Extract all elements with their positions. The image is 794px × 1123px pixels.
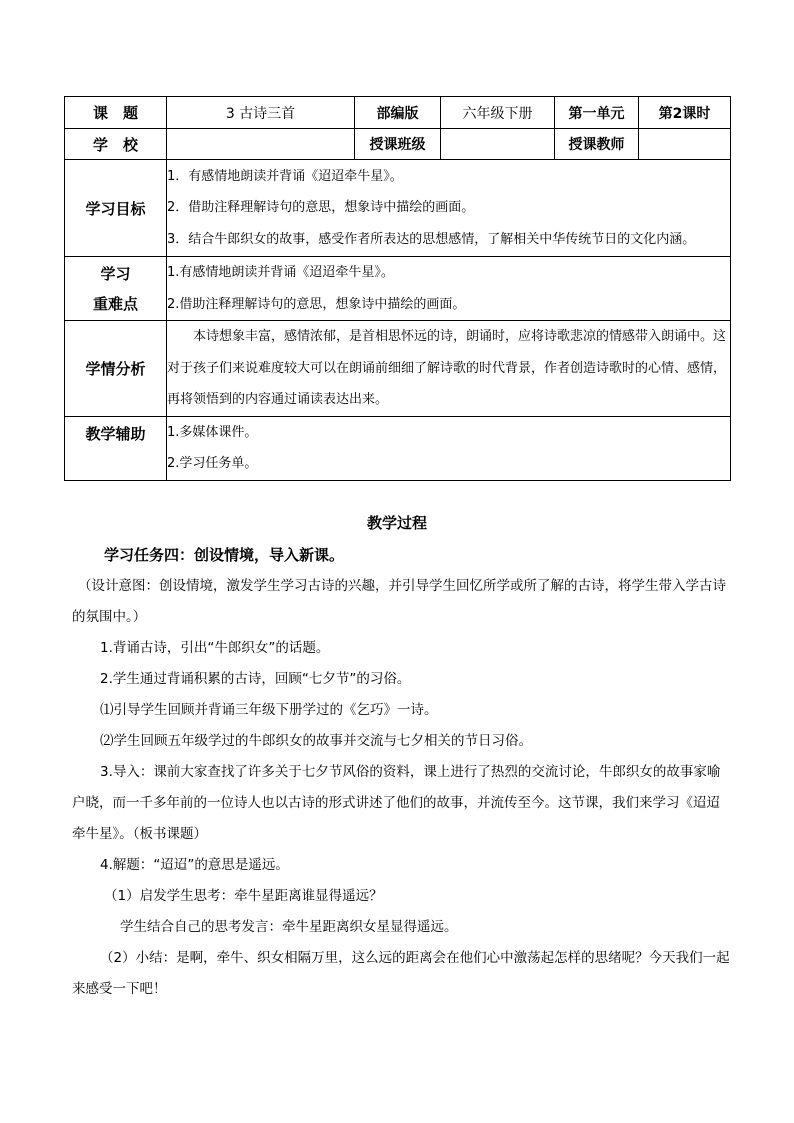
- key-points-label-line1: 学习: [100, 264, 131, 283]
- step-4: 4.解题：“迢迢”的意思是遥远。: [100, 857, 289, 873]
- objective-item: 2．借助注释理解诗句的意思，想象诗中描绘的画面。: [167, 200, 475, 216]
- key-point-item: 1.有感情地朗读并背诵《迢迢牵牛星》。: [167, 265, 394, 280]
- course-label: 课 题: [65, 97, 167, 129]
- unit: 第一单元: [555, 97, 639, 129]
- edition: 部编版: [355, 97, 441, 129]
- key-point-item: 2.借助注释理解诗句的意思，想象诗中描绘的画面。: [167, 296, 466, 312]
- course-title: 3 古诗三首: [167, 97, 355, 129]
- objectives-label: 学习目标: [65, 160, 167, 257]
- design-intent: （设计意图：创设情境，激发学生学习古诗的兴趣，并引导学生回忆所学或所了解的古诗，将学生带入学古诗的氛围中。）: [72, 578, 726, 625]
- step-1: 1.背诵古诗，引出“牛郎织女”的话题。: [100, 640, 330, 656]
- step-4-1-answer: 学生结合自己的思考发言：牵牛星距离织女星显得遥远。: [120, 919, 458, 935]
- analysis-label: 学情分析: [65, 321, 167, 417]
- aid-item: 2.学习任务单。: [167, 456, 258, 471]
- step-4-2: （2）小结：是啊，牵牛、织女相隔万里，这么远的距离会在他们心中激荡起怎样的思绪呢？今天我们一起来感受一下吧！: [72, 950, 730, 997]
- step-2: 2.学生通过背诵积累的古诗，回顾“七夕节”的习俗。: [100, 671, 411, 687]
- step-2-1: ⑴引导学生回顾并背诵三年级下册学过的《乞巧》一诗。: [100, 702, 438, 718]
- objectives-row: [65, 160, 731, 257]
- step-4-1: （1）启发学生思考：牵牛星距离谁显得遥远？: [104, 888, 383, 904]
- analysis-content: [167, 321, 731, 417]
- grade: 六年级下册: [441, 97, 555, 129]
- aids-row: [65, 416, 731, 480]
- key-points-label-line2: 重难点: [92, 294, 138, 313]
- aids-label: 教学辅助: [65, 416, 167, 480]
- aids-content: [167, 416, 731, 480]
- class-label: 授课班级: [355, 129, 441, 160]
- teacher-label: 授课教师: [555, 129, 639, 160]
- header-row: [65, 97, 731, 129]
- objective-item: 1．有感情地朗读并背诵《迢迢牵牛星》。: [167, 168, 403, 184]
- teacher-value: [639, 129, 731, 160]
- lesson-plan-table: [64, 96, 731, 481]
- key-points-label: [65, 257, 167, 321]
- key-points-row: [65, 257, 731, 321]
- key-points-content: [167, 257, 731, 321]
- aid-item: 1.多媒体课件。: [167, 424, 258, 440]
- analysis-row: [65, 321, 731, 417]
- class-value: [441, 129, 555, 160]
- task-heading: 学习任务四：创设情境，导入新课。: [104, 546, 345, 564]
- analysis-text: 本诗想象丰富，感情浓郁，是首相思怀远的诗，朗诵时，应将诗歌悲凉的情感带入朗诵中。这对于孩子们来说难度较大可以在朗诵前细细了解诗歌的时代背景，作者创造诗歌时的心情、感情，再将领悟到的内容通过诵读表达出来。: [167, 329, 727, 407]
- lesson-number: 第2课时: [639, 97, 731, 129]
- process-body: [72, 540, 732, 1005]
- process-title: 教学过程: [366, 514, 427, 532]
- school-row: [65, 129, 731, 160]
- objective-item: 3．结合牛郎织女的故事，感受作者所表达的思想感情，了解相关中华传统节日的文化内涵。: [167, 231, 696, 247]
- objectives-content: [167, 160, 731, 257]
- step-2-2: ⑵学生回顾五年级学过的牛郎织女的故事并交流与七夕相关的节日习俗。: [100, 733, 532, 749]
- step-3: 3.导入：课前大家查找了许多关于七夕节风俗的资料，课上进行了热烈的交流讨论，牛郎织女的故事家喻户晓，而一千多年前的一位诗人也以古诗的形式讲述了他们的故事，并流传至今。这节课，我们来学习《迢迢牵牛星》。（板书课题）: [72, 764, 721, 842]
- school-label: 学 校: [65, 129, 167, 160]
- school-value: [167, 129, 355, 160]
